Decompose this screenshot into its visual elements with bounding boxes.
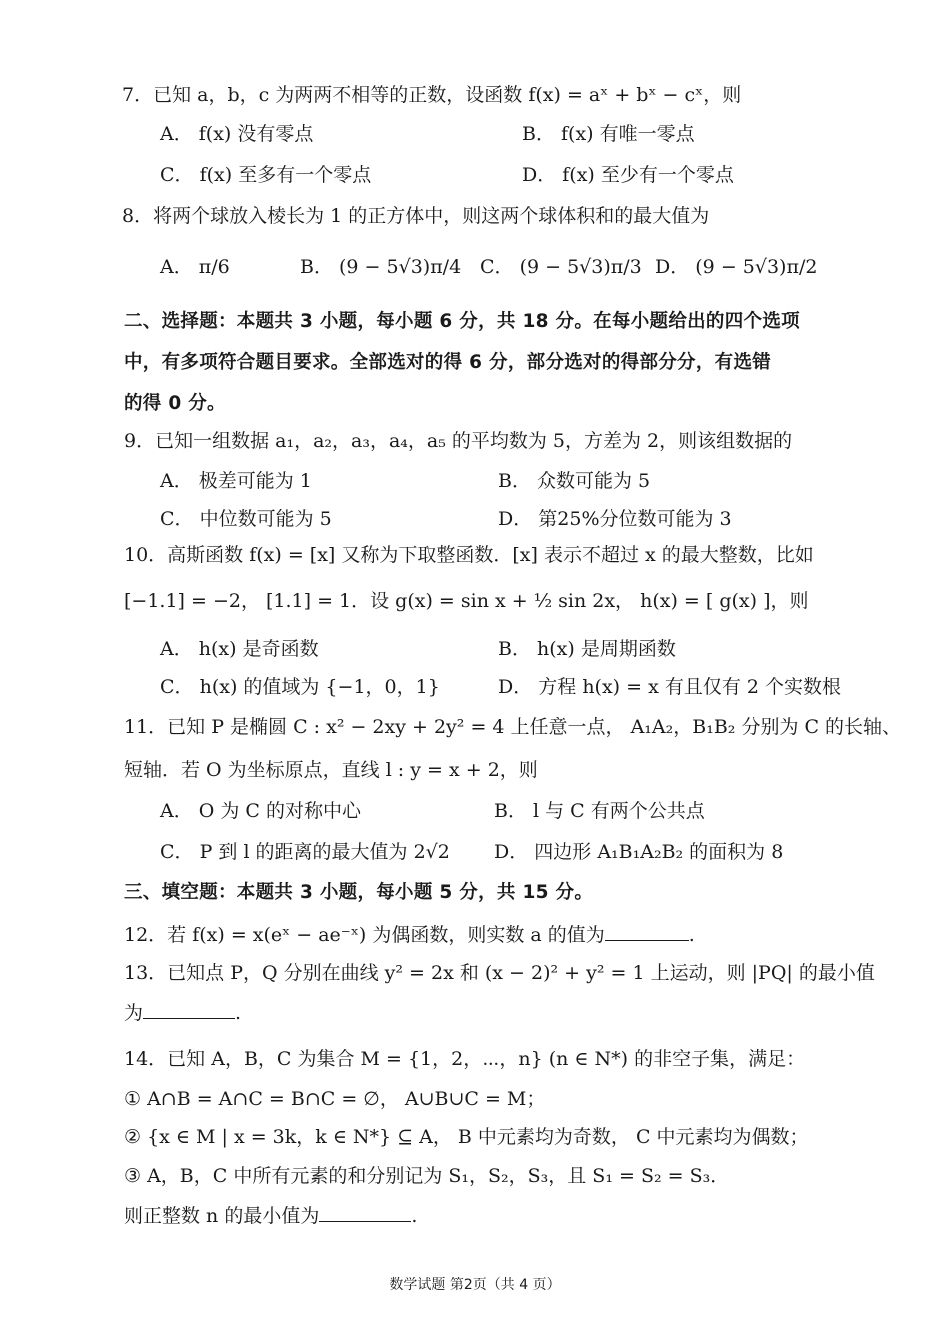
q10-stem-line2: [−1.1] = −2， [1.1] = 1．设 g(x) = sin x + ½ sin 2x， h(x) = [ g(x) ]，则 <box>124 590 809 612</box>
q14-condition-3: ③ A，B，C 中所有元素的和分别记为 S₁，S₂，S₃，且 S₁ = S₂ = S₃． <box>124 1165 730 1187</box>
q13-text2: 为 <box>124 1002 144 1024</box>
q11-option-a: A． O 为 C 的对称中心 <box>160 800 361 822</box>
section2-line1: 二、选择题：本题共 3 小题，每小题 6 分，共 18 分。在每小题给出的四个选项 <box>124 311 800 332</box>
q11-stem-line2: 短轴．若 O 为坐标原点，直线 l : y = x + 2，则 <box>124 759 538 781</box>
q9-option-c: C． 中位数可能为 5 <box>160 508 332 530</box>
q13-stem-line2 <box>124 1000 241 1026</box>
q10-option-c: C． h(x) 的值域为 {−1，0，1} <box>160 676 440 698</box>
page-footer: 数学试题 第2页（共 4 页） <box>389 1277 561 1293</box>
q9-option-d: D． 第25%分位数可能为 3 <box>498 508 732 530</box>
q12-answer-blank[interactable] <box>605 922 689 941</box>
q10-option-b: B． h(x) 是周期函数 <box>498 638 676 660</box>
q14-condition-1: ① A∩B = A∩C = B∩C = ∅， A∪B∪C = M； <box>124 1088 546 1110</box>
q7-option-c: C． f(x) 至多有一个零点 <box>160 164 372 186</box>
q8-option-b: B． (9 − 5√3)π/4 <box>300 256 462 278</box>
q10-stem-line1: 10．高斯函数 f(x) = [x] 又称为下取整函数．[x] 表示不超过 x 的最大整数，比如 <box>124 544 814 566</box>
q10-option-a: A． h(x) 是奇函数 <box>160 638 319 660</box>
q14-ask-text: 则正整数 n 的最小值为 <box>124 1205 320 1227</box>
q13-answer-blank[interactable] <box>143 1000 235 1019</box>
q9-stem: 9．已知一组数据 a₁，a₂，a₃，a₄，a₅ 的平均数为 5，方差为 2，则该组数据的 <box>124 430 793 452</box>
q7-stem: 7．已知 a，b，c 为两两不相等的正数，设函数 f(x) = aˣ + bˣ − cˣ，则 <box>122 84 742 106</box>
q7-option-a: A． f(x) 没有零点 <box>160 123 314 145</box>
q10-option-d: D． 方程 h(x) = x 有且仅有 2 个实数根 <box>498 676 842 698</box>
q9-option-b: B． 众数可能为 5 <box>498 470 651 492</box>
q11-option-d: D． 四边形 A₁B₁A₂B₂ 的面积为 8 <box>494 841 784 863</box>
q7-option-b: B． f(x) 有唯一零点 <box>522 123 695 145</box>
section3-heading: 三、填空题：本题共 3 小题，每小题 5 分，共 15 分。 <box>124 882 594 903</box>
q14-end: . <box>411 1205 418 1227</box>
q11-stem-line1: 11．已知 P 是椭圆 C : x² − 2xy + 2y² = 4 上任意一点， A₁A₂，B₁B₂ 分别为 C 的长轴、 <box>124 716 902 738</box>
q14-answer-blank[interactable] <box>319 1203 411 1222</box>
q12-text: 12．若 f(x) = x(eˣ − ae⁻ˣ) 为偶函数，则实数 a 的值为 <box>124 924 605 946</box>
q14-stem: 14．已知 A，B，C 为集合 M = {1，2，⋯，n} (n ∈ N*) 的非空子集，满足： <box>124 1048 806 1070</box>
q12-stem <box>124 922 695 948</box>
q13-end: . <box>235 1002 242 1024</box>
q7-option-d: D． f(x) 至少有一个零点 <box>522 164 734 186</box>
q14-ask <box>124 1203 417 1229</box>
q8-option-d: D． (9 − 5√3)π/2 <box>655 256 818 278</box>
q11-option-c: C． P 到 l 的距离的最大值为 2√2 <box>160 841 450 863</box>
q8-option-a: A． π/6 <box>160 256 230 278</box>
q11-option-b: B． l 与 C 有两个公共点 <box>494 800 705 822</box>
q8-option-c: C． (9 − 5√3)π/3 <box>480 256 642 278</box>
q13-stem: 13．已知点 P，Q 分别在曲线 y² = 2x 和 (x − 2)² + y² = 1 上运动，则 |PQ| 的最小值 <box>124 962 875 984</box>
q12-end: . <box>688 924 695 946</box>
q9-option-a: A． 极差可能为 1 <box>160 470 312 492</box>
section2-line3: 的得 0 分。 <box>124 393 226 414</box>
q14-condition-2: ② {x ∈ M | x = 3k，k ∈ N*} ⊆ A， B 中元素均为奇数， C 中元素均为偶数； <box>124 1126 809 1148</box>
section2-line2: 中，有多项符合题目要求。全部选对的得 6 分，部分选对的得部分分，有选错 <box>124 352 772 373</box>
q8-stem: 8．将两个球放入棱长为 1 的正方体中，则这两个球体积和的最大值为 <box>122 205 710 227</box>
